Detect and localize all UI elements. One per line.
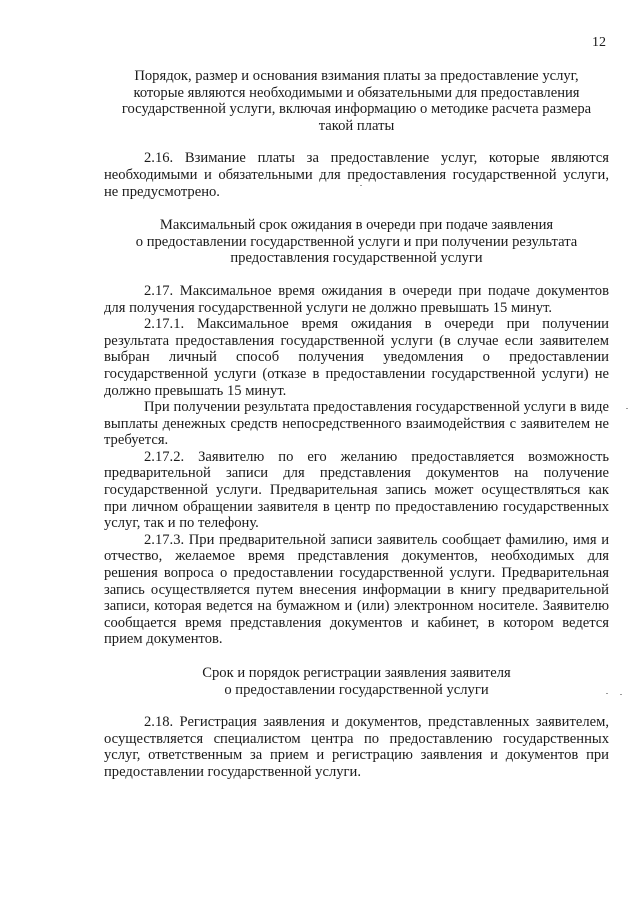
scan-speck (360, 185, 362, 186)
spacer (104, 648, 609, 665)
paragraph-2-17: 2.17. Максимальное время ожидания в очереди при подаче документов для получения государственной услуги не должно превышать 15 минут. (104, 282, 609, 316)
spacer (104, 698, 609, 714)
heading-line: о предоставлении государственной услуги и при получении результата (135, 233, 578, 250)
paragraph-2-17-3: 2.17.3. При предварительной записи заявитель сообщает фамилию, имя и отчество, желаемое время представления документов, необходимых для решения вопроса о предоставлении государственной услуги. Предварительная запись осуществляется путем внесения информации в книгу предварительной записи, которая ведется на бумажном и (или) электронном носителе. Заявителю сообщается время представления документов и кабинет, в котором ведется прием документов. (104, 531, 609, 648)
section-heading-fee (104, 68, 609, 134)
scan-speck (606, 693, 608, 694)
heading-line: такой платы (318, 117, 395, 134)
paragraph-2-16: 2.16. Взимание платы за предоставление услуг, которые являются необходимыми и обязательными для предоставления государственной услуги, не предусмотрено. (104, 150, 609, 200)
section-heading-queue-time (104, 217, 609, 267)
section-heading-registration (104, 665, 609, 698)
paragraph-2-18: 2.18. Регистрация заявления и документов, представленных заявителем, осуществляется специалистом центра по предоставлению государственных услуг, ответственным за прием и регистрацию заявления и документов при предоставлении государственной услуги. (104, 714, 609, 780)
heading-line: предоставления государственной услуги (230, 250, 483, 267)
scan-speck (626, 408, 628, 409)
document-body (104, 68, 609, 781)
spacer (104, 267, 609, 283)
spacer (104, 134, 609, 150)
heading-line: Максимальный срок ожидания в очереди при подаче заявления (159, 217, 554, 234)
heading-line: которые являются необходимыми и обязательными для предоставления (133, 84, 580, 101)
heading-line: Порядок, размер и основания взимания платы за предоставление услуг, (134, 68, 579, 84)
paragraph-2-17-1: 2.17.1. Максимальное время ожидания в очереди при получении результата предоставления государственной услуги (в случае если заявителем выбран личный способ получения уведомления о предоставлении государственной услуги (отказе в предоставлении государственной услуги) не должно превышать 15 минут. (104, 316, 609, 399)
heading-line: Срок и порядок регистрации заявления заявителя (202, 665, 511, 681)
heading-line: о предоставлении государственной услуги (224, 681, 489, 698)
heading-line: государственной услуги, включая информацию о методике расчета размера (121, 101, 592, 118)
spacer (104, 200, 609, 217)
page-number: 12 (592, 35, 606, 50)
paragraph-2-17-2: 2.17.2. Заявителю по его желанию предоставляется возможность предварительной записи для представления документов на получение государственной услуги. Предварительная запись может осуществляться как при личном обращении заявителя в центр по предоставлению государственных услуг, так и по телефону. (104, 448, 609, 532)
scan-speck (620, 694, 622, 695)
paragraph-2-17-1-payment: При получении результата предоставления государственной услуги в виде выплаты денежных средств непосредственного взаимодействия с заявителем не требуется. (104, 399, 609, 449)
